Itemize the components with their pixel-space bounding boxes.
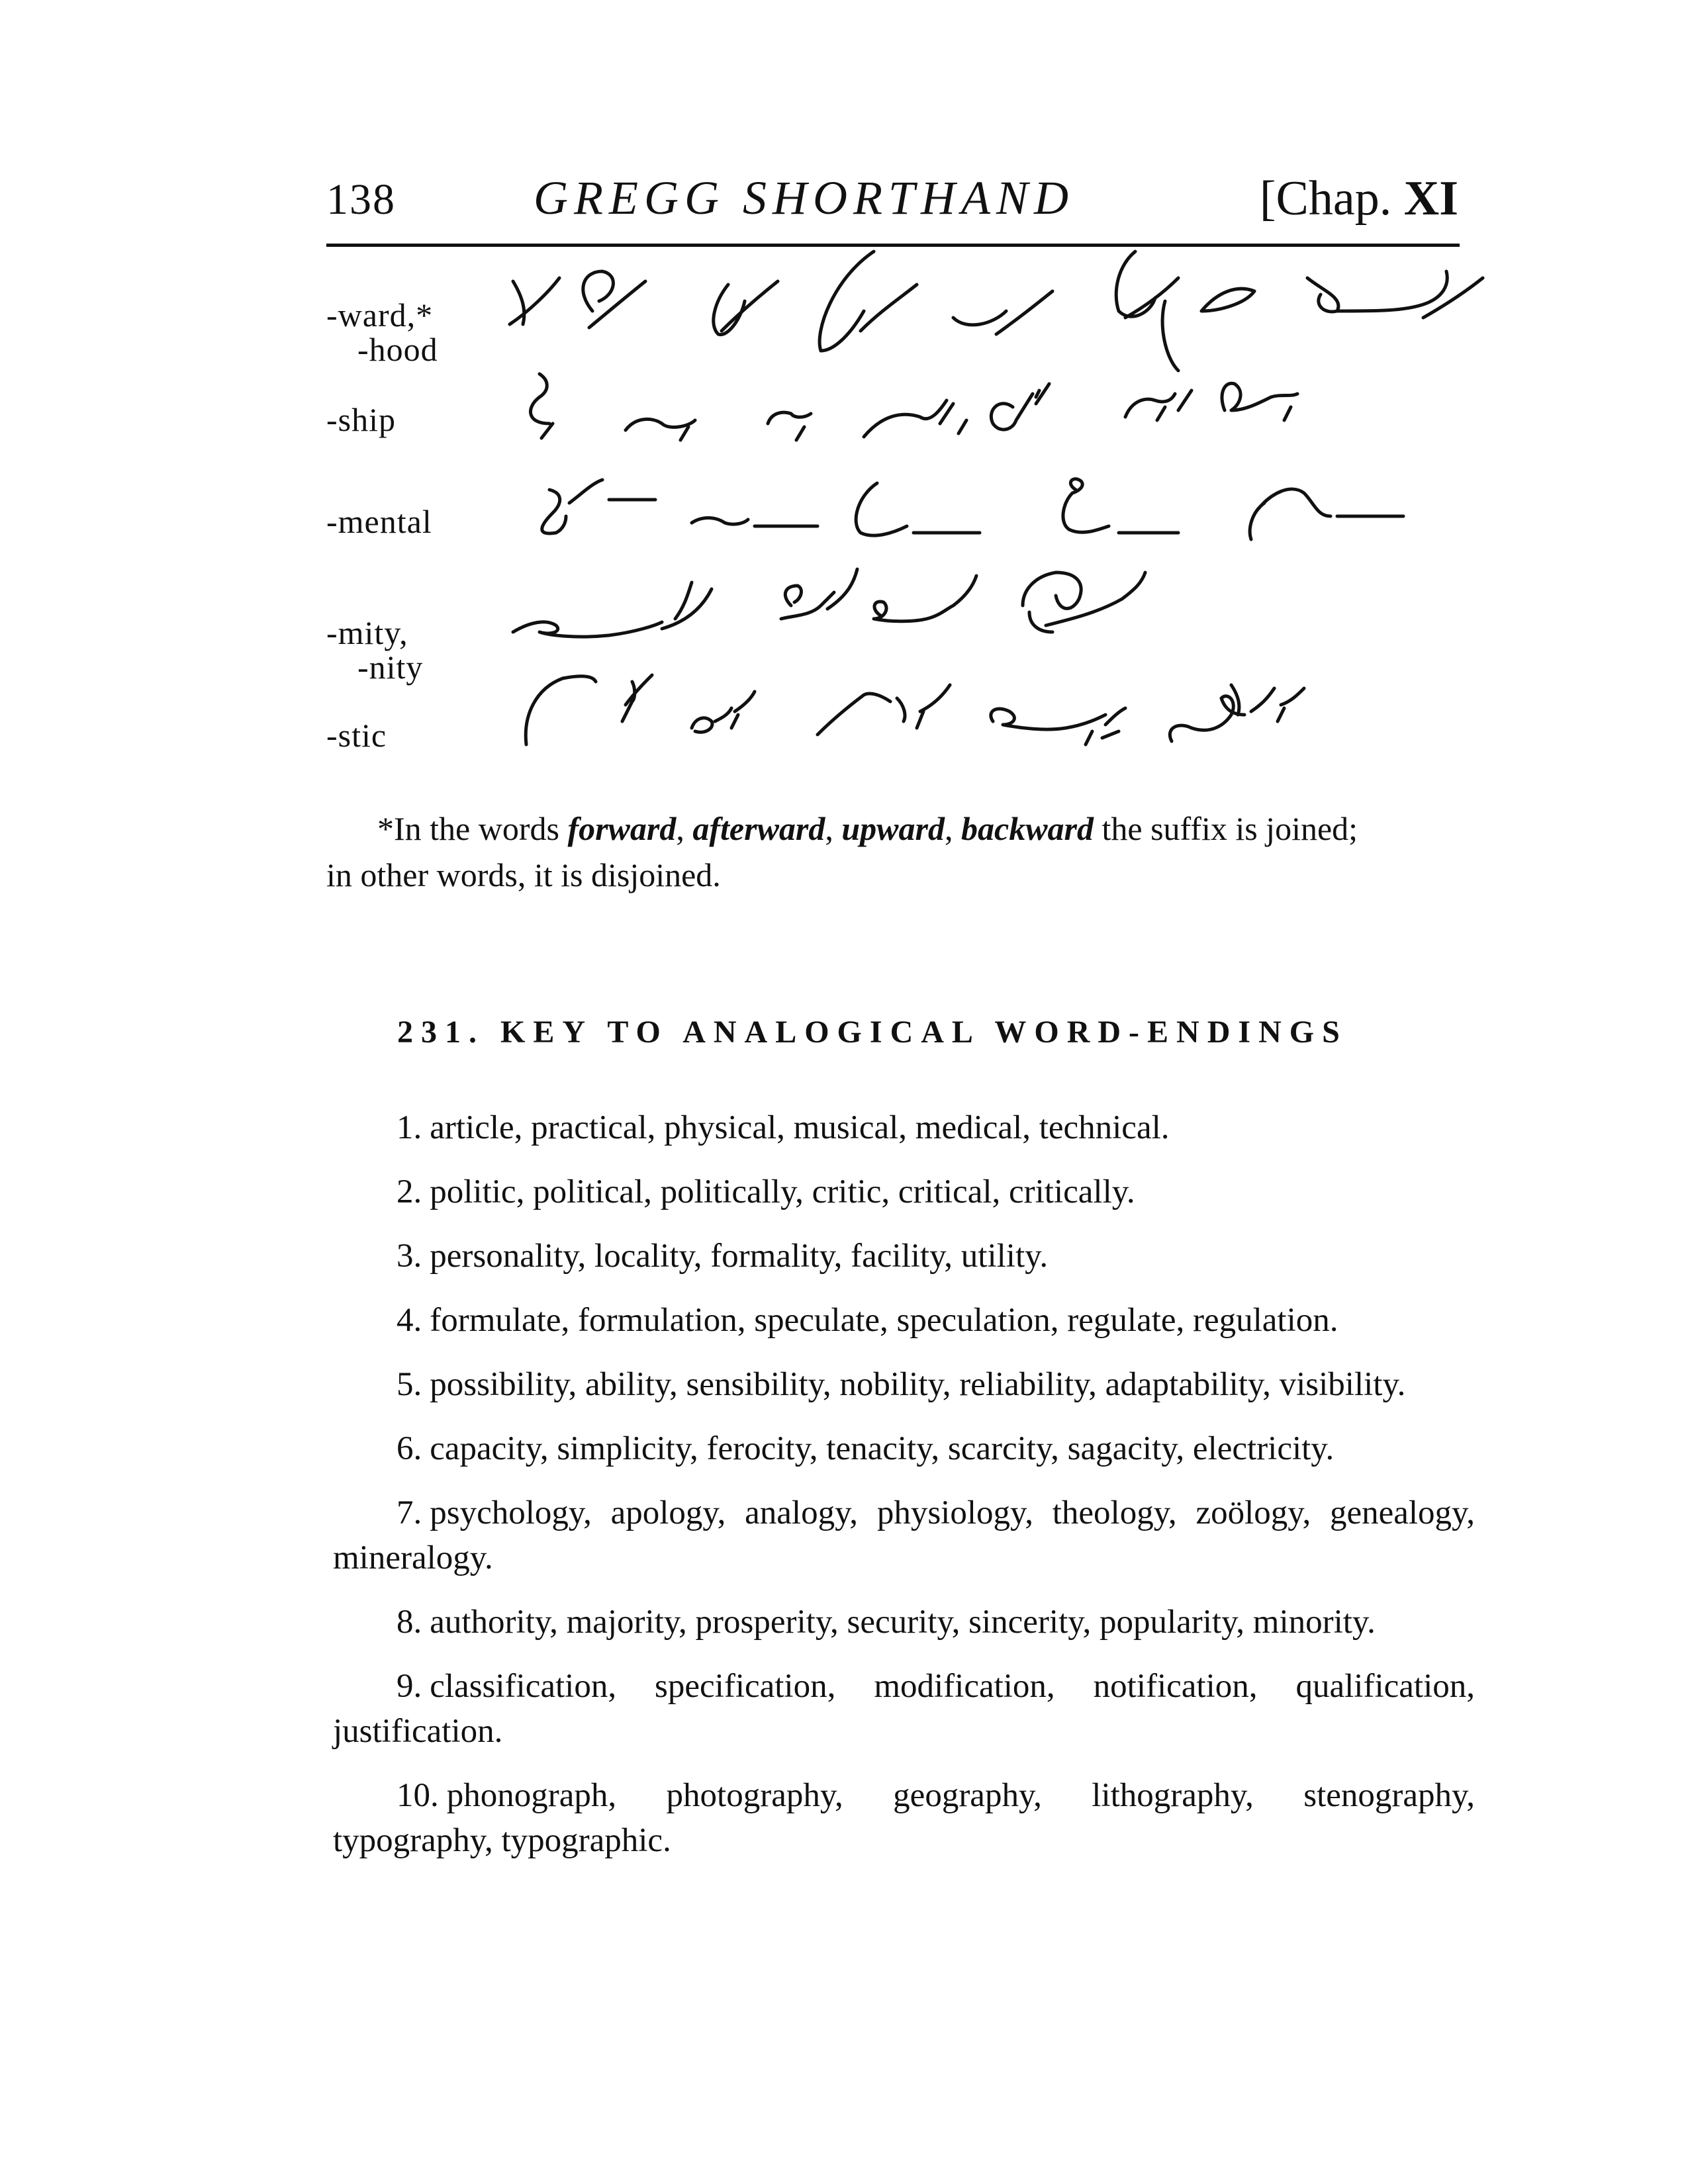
key-item-text: personality, locality, formality, facility, utility. (430, 1238, 1049, 1275)
key-item-number: 1. (397, 1109, 422, 1146)
footnote-sep: , (945, 810, 961, 847)
chapter-bracket: [ (1259, 171, 1276, 226)
suffix-label-ship: -ship (326, 401, 396, 438)
key-item-text: phonograph, photography, geography, lithography, stenography, typography, typographic. (333, 1777, 1475, 1859)
key-item-text: article, practical, physical, musical, medical, technical. (430, 1109, 1170, 1146)
key-item-number: 2. (397, 1173, 422, 1210)
key-item-number: 8. (397, 1604, 422, 1641)
running-title: GREGG SHORTHAND (534, 171, 1074, 224)
footnote-word: forward (567, 810, 677, 847)
key-item (333, 1664, 1475, 1754)
footnote-word: backward (961, 810, 1094, 847)
page-number: 138 (326, 175, 396, 224)
key-item-text: psychology, apology, analogy, physiology, theology, zoölogy, genealogy, mineralogy. (333, 1494, 1475, 1576)
key-item (333, 1773, 1475, 1863)
key-item-number: 6. (397, 1430, 422, 1467)
key-item-text: politic, political, politically, critic, critical, critically. (430, 1173, 1135, 1210)
shorthand-row-ship (530, 374, 1297, 440)
key-item (333, 1362, 1475, 1407)
suffix-label-mity: -mity, (326, 614, 408, 651)
section-heading: 231. KEY TO ANALOGICAL WORD-ENDINGS (397, 1015, 1348, 1050)
suffix-label-mental: -mental (326, 503, 432, 540)
key-item-text: formulate, formulation, speculate, speculation, regulate, regulation. (430, 1302, 1338, 1339)
key-item-number: 10. (397, 1777, 439, 1814)
key-item (333, 1426, 1475, 1471)
footnote-tail: the suffix is joined; (1094, 810, 1358, 847)
key-item (333, 1600, 1475, 1645)
suffix-label-ward: -ward,* (326, 296, 434, 334)
key-item (333, 1169, 1475, 1214)
key-item-text: authority, majority, prosperity, security, sincerity, popularity, minority. (430, 1604, 1376, 1641)
footnote-line-1 (326, 805, 1472, 852)
shorthand-row-mity (513, 569, 1145, 637)
chapter-label (1260, 171, 1458, 227)
key-item (333, 1234, 1475, 1279)
shorthand-row-ward (510, 251, 1483, 371)
footnote-word: afterward (692, 810, 825, 847)
page-header (326, 171, 1458, 237)
key-list (333, 1105, 1475, 1882)
key-item-text: classification, specification, modification, notification, qualification, justification. (333, 1668, 1475, 1750)
key-item-text: capacity, simplicity, ferocity, tenacity, scarcity, sagacity, electricity. (430, 1430, 1335, 1467)
key-item (333, 1105, 1475, 1150)
key-item-text: possibility, ability, sensibility, nobility, reliability, adaptability, visibility. (430, 1366, 1406, 1403)
footnote-sep: , (825, 810, 842, 847)
chapter-word: Chap. (1276, 171, 1392, 226)
footnote-sep: , (676, 810, 693, 847)
key-item-number: 4. (397, 1302, 422, 1339)
footnote-line-2: in other words, it is disjoined. (326, 856, 721, 893)
footnote (326, 805, 1472, 898)
footnote-lead: *In the words (377, 810, 568, 847)
key-item-number: 9. (397, 1668, 422, 1705)
shorthand-row-mental (542, 479, 1403, 539)
footnote-word: upward (841, 810, 945, 847)
suffix-label-hood: -hood (357, 331, 438, 368)
suffix-label-nity: -nity (357, 649, 424, 686)
key-item (333, 1490, 1475, 1580)
suffix-label-stic: -stic (326, 717, 387, 754)
header-rule (326, 244, 1460, 247)
key-item-number: 3. (397, 1238, 422, 1275)
shorthand-row-stic (526, 675, 1304, 745)
key-item-number: 5. (397, 1366, 422, 1403)
chapter-numeral: XI (1403, 171, 1458, 226)
key-item-number: 7. (397, 1494, 422, 1531)
key-item (333, 1298, 1475, 1343)
